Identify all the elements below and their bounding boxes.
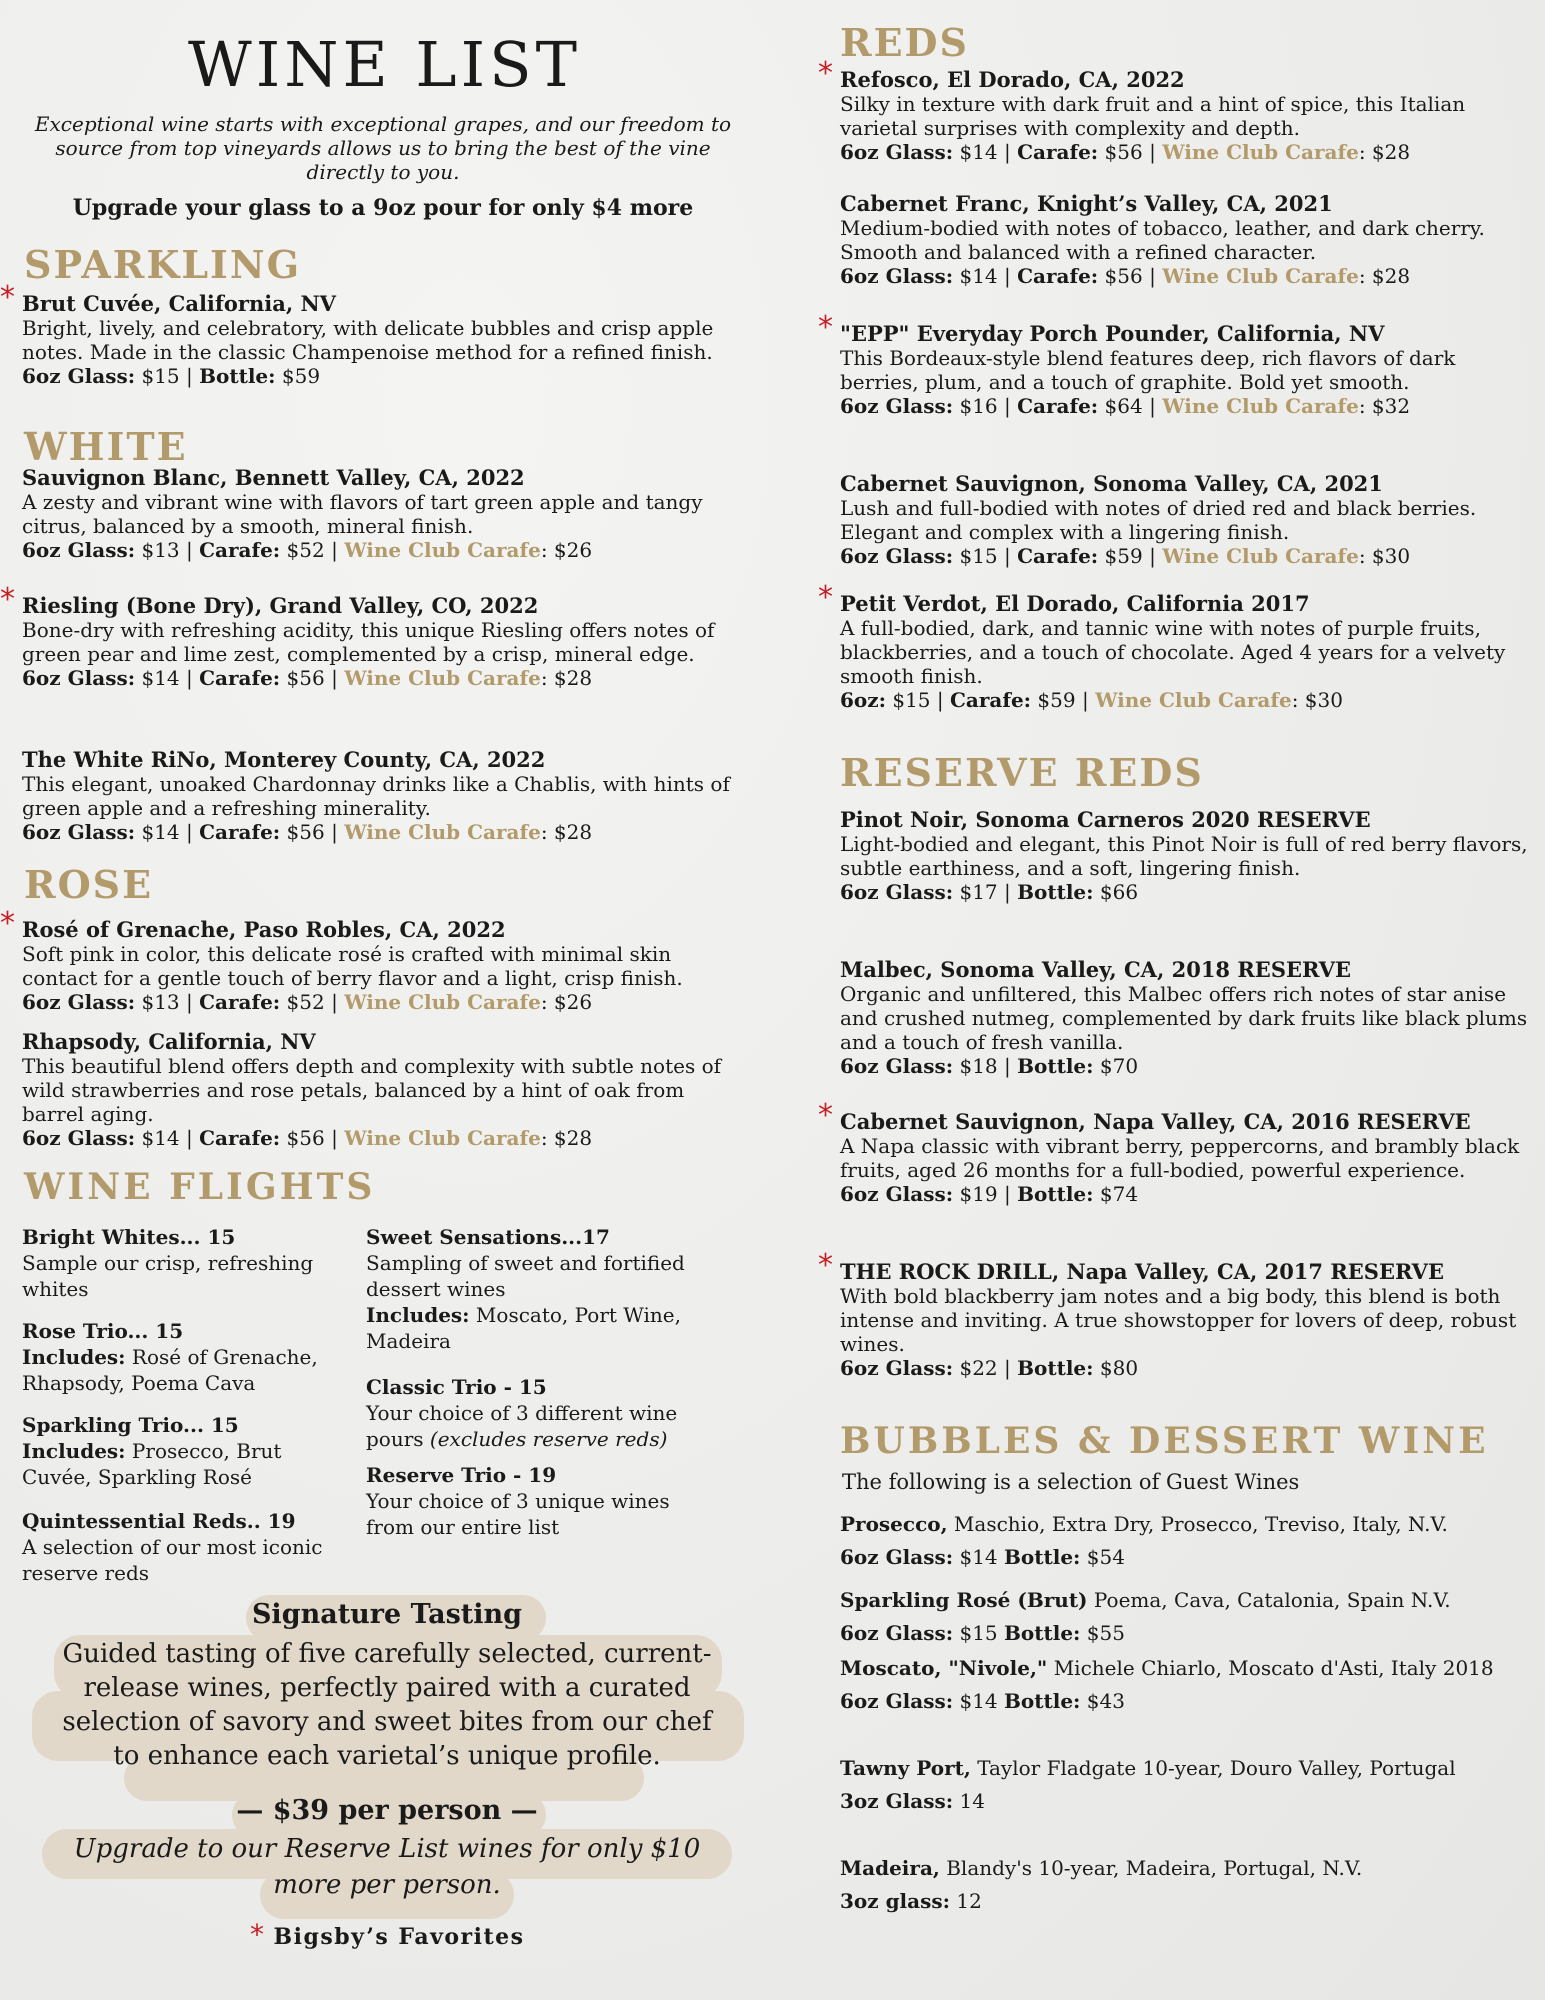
wine-name-text: Pinot Noir, Sonoma Carneros 2020 RESERVE [840,807,1371,832]
favorites-legend: * Bigsby’s Favorites [250,1918,525,1951]
guest-wine-name-text: Sparkling Rosé (Brut) [840,1588,1088,1612]
flight-description: Sample our crisp, refreshing whites [22,1251,314,1301]
price-label: 6oz Glass: [840,1545,954,1569]
wine-name [840,958,1530,982]
flight-includes [22,1438,352,1490]
flight-description: Your choice of 3 unique wines from our entire list [366,1489,670,1539]
wine-name [840,192,1530,216]
glass-price: $18 | [953,1054,1018,1078]
wine-name [818,56,1530,92]
glass-label: 6oz Glass: [840,1182,954,1206]
favorite-star-icon: * [818,1248,833,1283]
glass-price: $14 | [135,666,200,690]
carafe-label: Carafe: [199,820,281,844]
wine-club-price: : $28 [540,666,593,690]
wine-item [840,958,1530,1078]
guest-wine-name-text: Moscato, "Nivole," [840,1656,1048,1680]
glass-price: $15 | [135,364,200,388]
glass-price: $16 | [953,394,1018,418]
wine-price-line [840,1054,1530,1078]
guest-wine-name-text: Prosecco, [840,1512,948,1536]
wine-description: Medium-bodied with notes of tobacco, leather, and dark cherry. Smooth and balanced with a refined character. [840,216,1485,264]
carafe-price: $52 | [280,990,345,1014]
wine-price-line [840,880,1530,904]
wine-name-text: "EPP" Everyday Porch Pounder, California, NV [840,321,1385,346]
flight-includes [366,1302,696,1354]
wine-name-text: Malbec, Sonoma Valley, CA, 2018 RESERVE [840,957,1351,982]
wine-name-text: Cabernet Sauvignon, Napa Valley, CA, 2016 RESERVE [840,1109,1471,1134]
flight-description: A selection of our most iconic reserve reds [22,1535,323,1585]
wine-description: Organic and unfiltered, this Malbec offers rich notes of star anise and crushed nutmeg, complemented by dark fruits like black plums and a touch of fresh vanilla. [840,982,1528,1054]
wine-item [840,472,1530,568]
intro-text: Exceptional wine starts with exceptional grapes, and our freedom to source from top vineyards allows us to bring the best of the vine directly to you. [34,112,732,184]
guest-wine-name-text: Madeira, [840,1856,940,1880]
wine-club-label: Wine Club Carafe [1162,264,1359,288]
wine-price-line [840,1182,1530,1206]
includes-text: Prosecco, Brut Cuvée, Sparkling Rosé [22,1439,282,1489]
signature-upgrade: Upgrade to our Reserve List wines for only $10 more per person. [73,1834,701,1900]
favorite-star-icon: * [818,580,833,615]
wine-club-label: Wine Club Carafe [1162,140,1359,164]
wine-club-price: : $28 [540,820,593,844]
wine-description: Bright, lively, and celebratory, with delicate bubbles and crisp apple notes. Made in the classic Champenoise method for a refined finish. [22,316,714,364]
bottle-label: Bottle: [1017,1054,1094,1078]
bottle-label: Bottle: [1017,880,1094,904]
carafe-price: $56 | [280,1126,345,1150]
glass-price: $15 | [886,688,950,712]
guest-wine-detail: Taylor Fladgate 10-year, Douro Valley, Portugal [970,1756,1456,1780]
flight-name: Rose Trio... 15 [22,1319,184,1343]
includes-text: Moscato, Port Wine, Madeira [366,1303,681,1353]
guest-wine-name [840,1508,1530,1541]
section-reserve-reds: RESERVE REDS [840,750,1204,795]
favorite-star-icon: * [250,1918,266,1951]
wine-description: This elegant, unoaked Chardonnay drinks like a Chablis, with hints of green apple and a refreshing minerality. [22,772,730,820]
favorite-star-icon: * [818,56,833,91]
price-value: $14 [953,1689,1005,1713]
glass-label: 6oz Glass: [840,394,954,418]
bottle-price: $80 [1093,1356,1139,1380]
guest-wine-name [840,1652,1530,1685]
wine-item [840,192,1530,288]
bottle-price: $74 [1093,1182,1139,1206]
carafe-label: Carafe: [199,666,281,690]
price-label: 3oz Glass: [840,1789,954,1813]
favorite-star-icon: * [818,310,833,345]
wine-item [840,808,1530,904]
glass-price: $15 | [953,544,1018,568]
guest-wine-item [840,1852,1530,1918]
wine-price-line [22,820,742,844]
wine-price-line [840,544,1530,568]
price-label: Bottle: [1004,1621,1081,1645]
flight-includes [22,1344,352,1396]
section-rose: ROSE [24,862,154,907]
wine-name-text: Rhapsody, California, NV [22,1029,316,1054]
carafe-label: Carafe: [1017,264,1099,288]
glass-price: $22 | [953,1356,1018,1380]
price-value: $54 [1080,1545,1125,1569]
wine-club-label: Wine Club Carafe [1162,394,1359,418]
carafe-price: $56 | [1098,140,1163,164]
glass-price: $19 | [953,1182,1018,1206]
flight-name: Classic Trio - 15 [366,1375,547,1399]
signature-title: Signature Tasting [251,1599,523,1630]
flight-item [366,1224,696,1354]
price-value: $14 [953,1545,1005,1569]
wine-description: Soft pink in color, this delicate rosé is crafted with minimal skin contact for a gentle touch of berry flavor and a light, crisp finish. [22,942,683,990]
wine-price-line [22,990,742,1014]
wine-club-label: Wine Club Carafe [1095,688,1292,712]
wine-price-line [22,1126,742,1150]
section-wine-flights: WINE FLIGHTS [24,1166,376,1208]
glass-label: 6oz Glass: [22,1126,136,1150]
wine-item [22,466,742,562]
price-value: $55 [1080,1621,1125,1645]
wine-name-text: THE ROCK DRILL, Napa Valley, CA, 2017 RESERVE [840,1259,1444,1284]
glass-label: 6oz Glass: [840,880,954,904]
wine-name-text: Petit Verdot, El Dorado, California 2017 [840,591,1310,616]
price-value: 14 [953,1789,985,1813]
bottle-label: Bottle: [1017,1356,1094,1380]
carafe-label: Carafe: [1017,394,1099,418]
bottle-label: Bottle: [1017,1182,1094,1206]
favorite-star-icon: * [0,906,15,941]
glass-price: $14 | [953,264,1018,288]
wine-name [818,1248,1530,1284]
carafe-price: $64 | [1098,394,1163,418]
wine-name-text: The White RiNo, Monterey County, CA, 2022 [22,747,546,772]
guest-wine-detail: Michele Chiarlo, Moscato d'Asti, Italy 2018 [1047,1656,1494,1680]
flight-name: Quintessential Reds.. 19 [22,1509,296,1533]
glass-label: 6oz: [840,688,886,712]
guest-wine-detail: Maschio, Extra Dry, Prosecco, Treviso, Italy, N.V. [947,1512,1448,1536]
wine-price-line [840,1356,1530,1380]
wine-item [818,1248,1530,1380]
guest-wine-item [840,1584,1530,1650]
flight-name: Bright Whites... 15 [22,1225,236,1249]
wine-club-price: : $26 [540,538,593,562]
wine-name [840,472,1530,496]
carafe-label: Carafe: [199,1126,281,1150]
price-label: 6oz Glass: [840,1621,954,1645]
guest-wine-price [840,1541,1530,1574]
glass-price: $14 | [135,1126,200,1150]
section-bubbles-dessert: BUBBLES & DESSERT WINE [840,1420,1489,1462]
flight-item [22,1412,352,1490]
guest-wine-item [840,1752,1530,1818]
page-title: WINE LIST [188,28,581,101]
wine-name [22,1030,742,1054]
wine-name [818,580,1530,616]
wine-name [818,1098,1530,1134]
price-value: $15 [953,1621,1005,1645]
flight-note: (excludes reserve reds) [423,1427,668,1451]
flight-description: Your choice of 3 different wine pours (excludes reserve reds) [366,1401,678,1451]
guest-wine-price [840,1685,1530,1718]
wine-name-text: Rosé of Grenache, Paso Robles, CA, 2022 [22,917,506,942]
section-reds: REDS [840,20,969,65]
wine-item [818,56,1530,164]
flight-item [366,1374,696,1452]
wine-price-line [22,364,742,388]
flight-name: Reserve Trio - 19 [366,1463,557,1487]
wine-description: Silky in texture with dark fruit and a hint of spice, this Italian varietal surprises with complexity and depth. [840,92,1466,140]
price-label: Bottle: [1004,1545,1081,1569]
wine-name-text: Brut Cuvée, California, NV [22,291,336,316]
glass-price: $13 | [135,538,200,562]
wine-price-line [840,688,1530,712]
carafe-label: Carafe: [1017,544,1099,568]
wine-price-line [840,140,1530,164]
wine-club-price: : $28 [1358,140,1411,164]
wine-club-label: Wine Club Carafe [344,666,541,690]
wine-club-price: : $28 [1358,264,1411,288]
wine-club-price: : $32 [1358,394,1411,418]
wine-description: This beautiful blend offers depth and complexity with subtle notes of wild strawberries and rose petals, balanced by a hint of oak from barrel aging. [22,1054,722,1126]
carafe-price: $59 | [1031,688,1096,712]
wine-club-label: Wine Club Carafe [344,990,541,1014]
wine-price-line [840,394,1530,418]
bottle-price: $70 [1093,1054,1139,1078]
favorite-star-icon: * [0,582,15,617]
price-label: 3oz glass: [840,1889,951,1913]
guest-wine-price [840,1785,1530,1818]
price-value: $43 [1080,1689,1125,1713]
wine-name [22,466,742,490]
flight-item [366,1462,696,1540]
guest-wine-price [840,1617,1530,1650]
wine-description: Lush and full-bodied with notes of dried red and black berries. Elegant and complex with a lingering finish. [840,496,1477,544]
flight-name: Sparkling Trio... 15 [22,1413,239,1437]
carafe-price: $59 | [1098,544,1163,568]
bottle-price: $66 [1093,880,1139,904]
wine-item [818,310,1530,418]
glass-label: 6oz Glass: [840,264,954,288]
glass-price: $14 | [135,820,200,844]
wine-name-text: Riesling (Bone Dry), Grand Valley, CO, 2022 [22,593,539,618]
wine-name [0,280,742,316]
includes-label: Includes: [366,1303,470,1327]
wine-item [0,280,742,388]
flight-name: Sweet Sensations...17 [366,1225,610,1249]
flight-item [22,1318,352,1396]
wine-description: A full-bodied, dark, and tannic wine with notes of purple fruits, blackberries, and a touch of chocolate. Aged 4 years for a velvety smooth finish. [840,616,1506,688]
wine-description: This Bordeaux-style blend features deep, rich flavors of dark berries, plum, and a touch of graphite. Bold yet smooth. [840,346,1456,394]
wine-club-price: : $26 [540,990,593,1014]
includes-label: Includes: [22,1345,126,1369]
wine-club-price: : $30 [1358,544,1411,568]
wine-description: Light-bodied and elegant, this Pinot Noir is full of red berry flavors, subtle earthiness, and a soft, lingering finish. [840,832,1528,880]
carafe-price: $52 | [280,538,345,562]
wine-name-text: Cabernet Sauvignon, Sonoma Valley, CA, 2021 [840,471,1383,496]
wine-item [22,748,742,844]
flight-item [22,1224,352,1302]
glass-price: $14 | [953,140,1018,164]
carafe-label: Carafe: [1017,140,1099,164]
wine-name-text: Refosco, El Dorado, CA, 2022 [840,67,1185,92]
wine-name-text: Sauvignon Blanc, Bennett Valley, CA, 2022 [22,465,525,490]
wine-club-label: Wine Club Carafe [344,820,541,844]
signature-body: Guided tasting of five carefully selected, current-release wines, perfectly paired with a curated selection of savory and sweet bites from our chef to enhance each varietal’s unique profile. [62,1639,712,1771]
upgrade-note: Upgrade your glass to a 9oz pour for only $4 more [72,195,694,221]
wine-price-line [22,538,742,562]
wine-item [818,1098,1530,1206]
wine-price-line [22,666,742,690]
wine-name [0,906,742,942]
price-label: 6oz Glass: [840,1689,954,1713]
glass-label: 6oz Glass: [22,990,136,1014]
wine-description: With bold blackberry jam notes and a big body, this blend is both intense and inviting. A true showstopper for lovers of deep, robust wines. [840,1284,1517,1356]
glass-label: 6oz Glass: [22,820,136,844]
flight-item [22,1508,352,1586]
section-white: WHITE [24,424,188,469]
glass-label: 6oz Glass: [840,1356,954,1380]
includes-text: Rosé of Grenache, Rhapsody, Poema Cava [22,1345,318,1395]
wine-club-price: : $28 [540,1126,593,1150]
signature-price: — $39 per person — [236,1795,538,1826]
glass-label: 6oz Glass: [22,364,136,388]
wine-item [818,580,1530,712]
wine-name [840,808,1530,832]
wine-description: A zesty and vibrant wine with flavors of tart green apple and tangy citrus, balanced by a smooth, mineral finish. [22,490,703,538]
guest-wine-price [840,1885,1530,1918]
wine-name [22,748,742,772]
price-label: Bottle: [1004,1689,1081,1713]
carafe-price: $56 | [1098,264,1163,288]
wine-name [818,310,1530,346]
guest-wine-detail: Blandy's 10-year, Madeira, Portugal, N.V. [939,1856,1363,1880]
price-value: 12 [950,1889,982,1913]
wine-name [0,582,742,618]
wine-item [22,1030,742,1150]
wine-club-label: Wine Club Carafe [344,1126,541,1150]
favorite-star-icon: * [818,1098,833,1133]
guest-wine-name-text: Tawny Port, [840,1756,971,1780]
carafe-label: Carafe: [949,688,1032,712]
wine-item [0,582,742,690]
includes-label: Includes: [22,1439,126,1463]
wine-price-line [840,264,1530,288]
guest-wine-name [840,1752,1530,1785]
bottle-price: $59 [275,364,321,388]
favorite-star-icon: * [0,280,15,315]
flight-description: Sampling of sweet and fortified dessert wines [366,1251,685,1301]
glass-price: $13 | [135,990,200,1014]
section-sparkling: SPARKLING [24,242,302,287]
carafe-price: $56 | [280,820,345,844]
wine-description: A Napa classic with vibrant berry, peppercorns, and brambly black fruits, aged 26 months for a full-bodied, powerful experience. [840,1134,1520,1182]
guest-wine-detail: Poema, Cava, Catalonia, Spain N.V. [1087,1588,1451,1612]
guest-intro: The following is a selection of Guest Wines [842,1470,1300,1494]
wine-item [0,906,742,1014]
bottle-label: Bottle: [199,364,276,388]
glass-label: 6oz Glass: [22,538,136,562]
wine-description: Bone-dry with refreshing acidity, this unique Riesling offers notes of green pear and lime zest, complemented by a crisp, mineral edge. [22,618,715,666]
carafe-price: $56 | [280,666,345,690]
wine-club-label: Wine Club Carafe [1162,544,1359,568]
guest-wine-name [840,1584,1530,1617]
glass-label: 6oz Glass: [840,1054,954,1078]
carafe-label: Carafe: [199,990,281,1014]
glass-price: $17 | [953,880,1018,904]
guest-wine-item [840,1508,1530,1574]
wine-club-price: : $30 [1291,688,1343,712]
wine-club-label: Wine Club Carafe [344,538,541,562]
glass-label: 6oz Glass: [22,666,136,690]
guest-wine-name [840,1852,1530,1885]
glass-label: 6oz Glass: [840,140,954,164]
glass-label: 6oz Glass: [840,544,954,568]
wine-name-text: Cabernet Franc, Knight’s Valley, CA, 2021 [840,191,1333,216]
carafe-label: Carafe: [199,538,281,562]
guest-wine-item [840,1652,1530,1718]
